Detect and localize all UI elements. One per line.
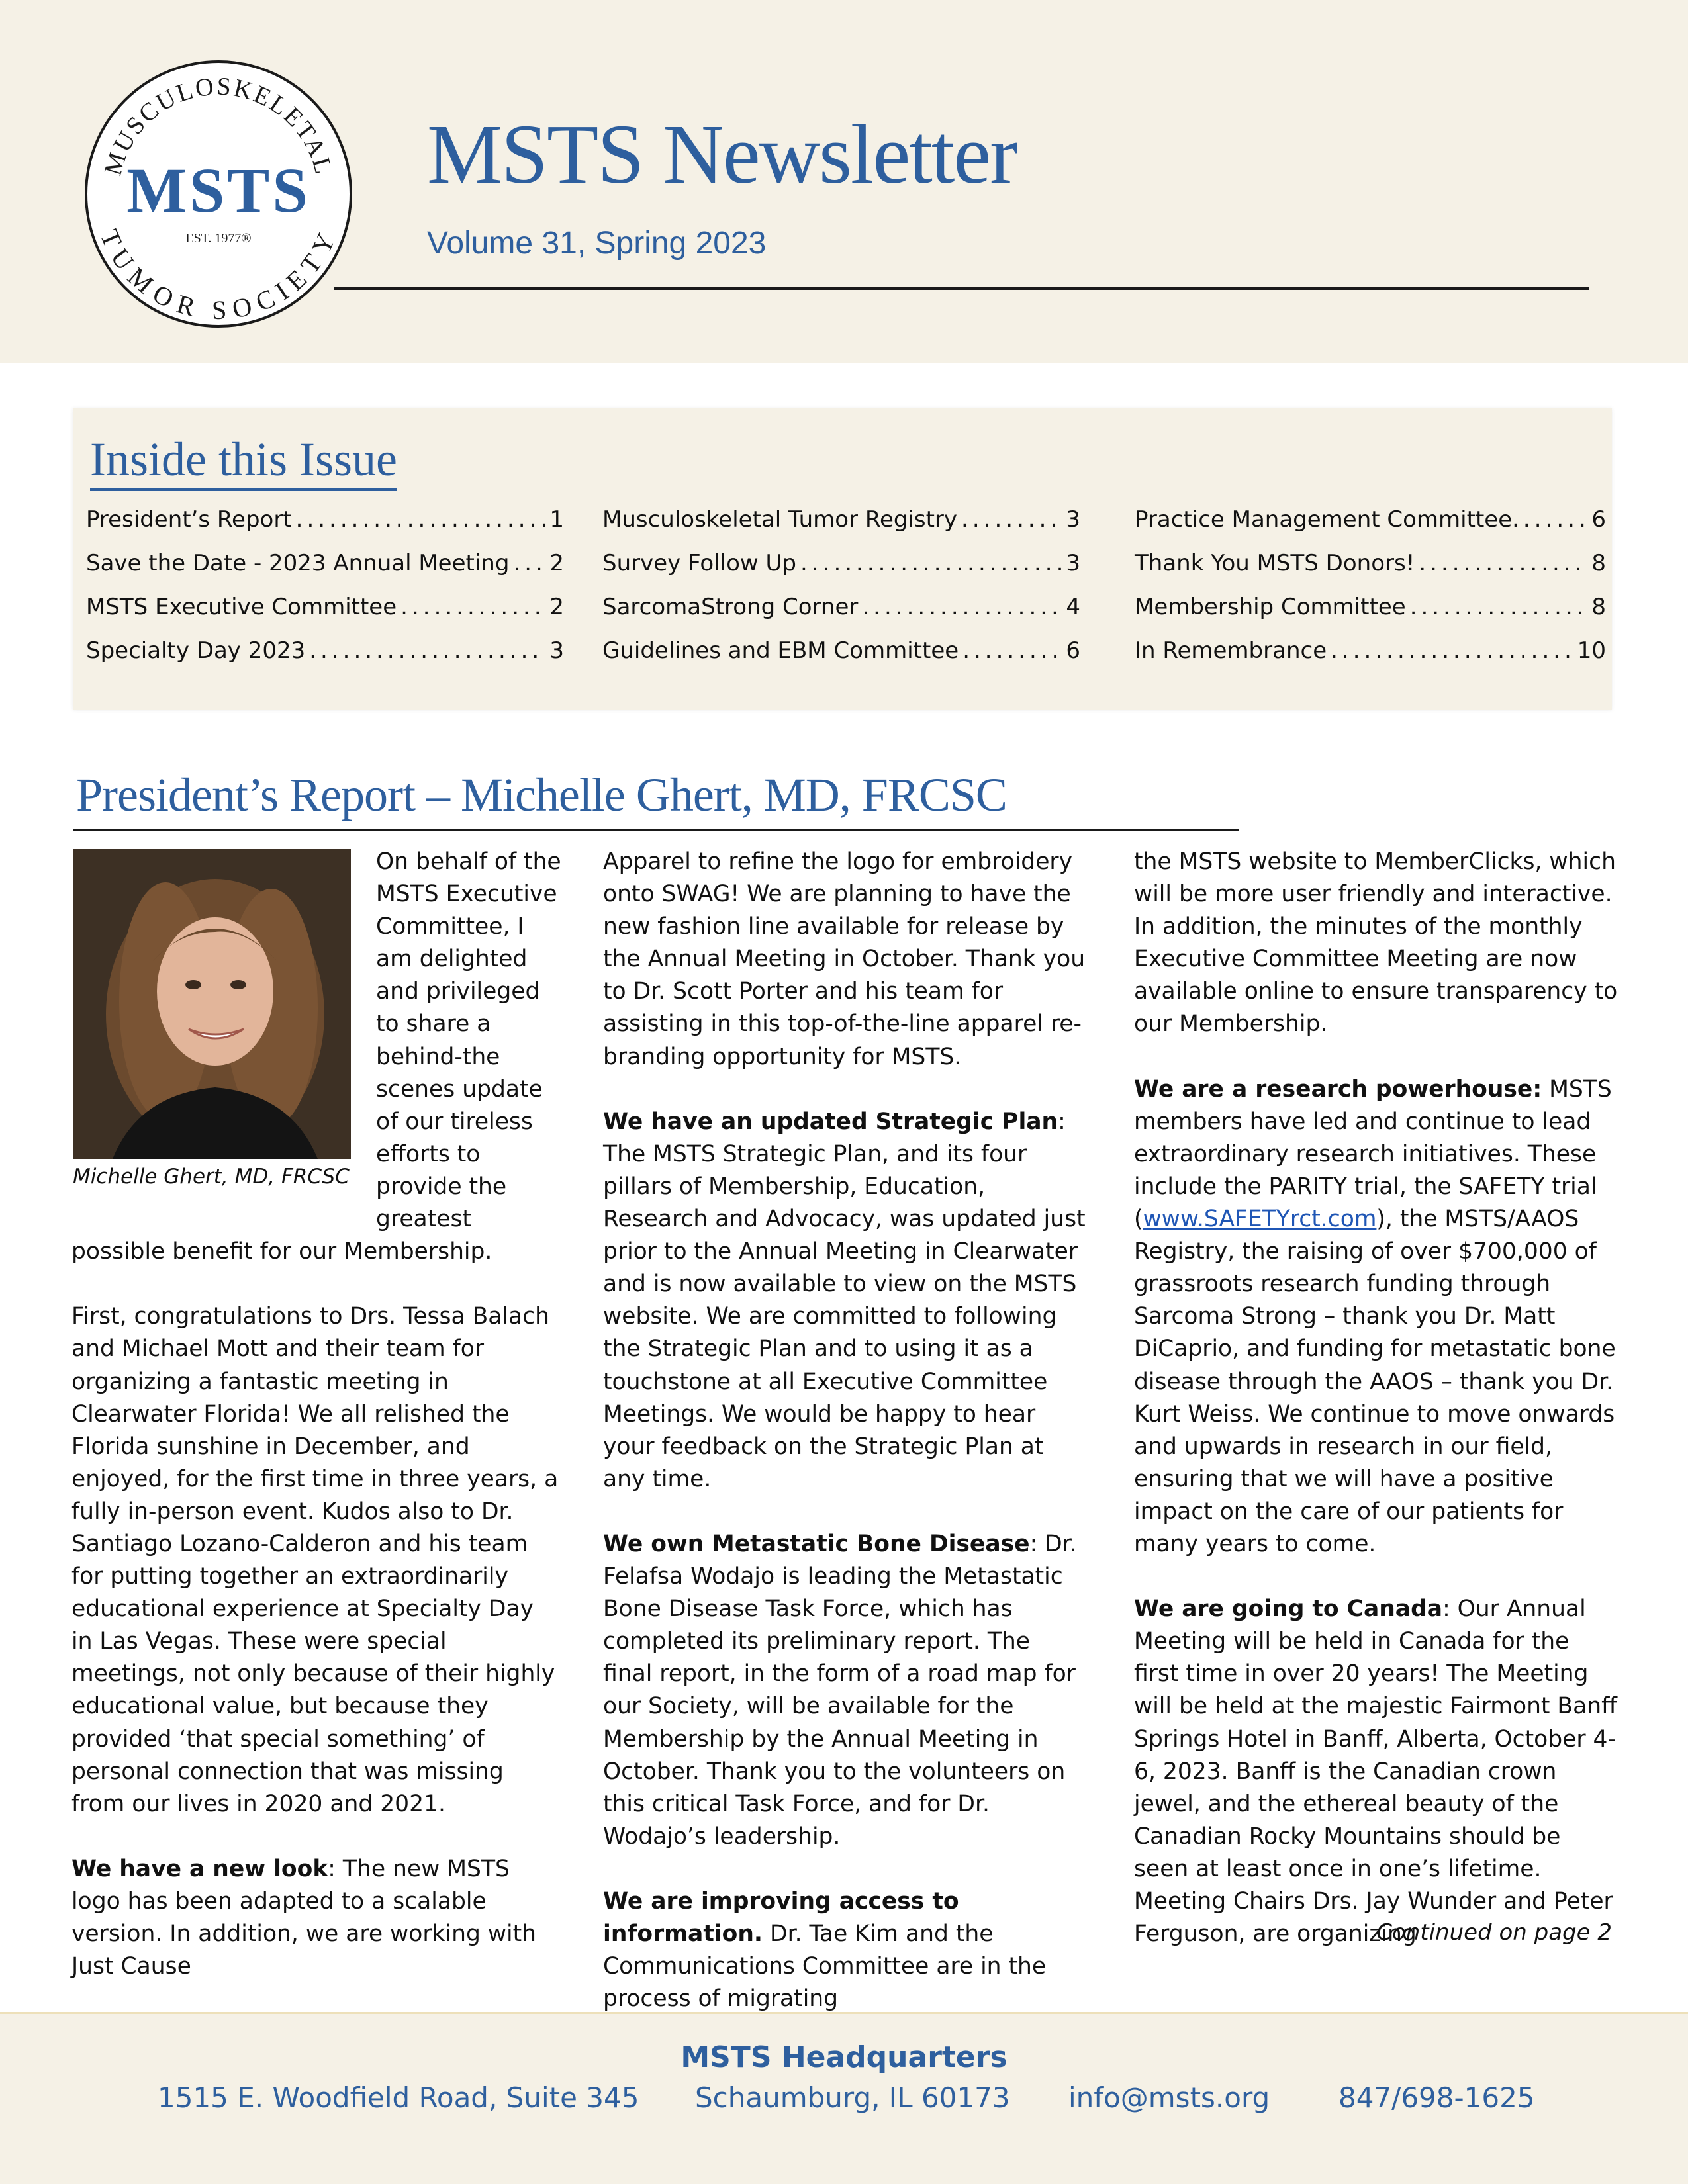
newsletter-volume: Volume 31, Spring 2023 [427,226,767,261]
footer-email-link[interactable]: info@msts.org [1068,2081,1270,2114]
toc-item[interactable]: Save the Date - 2023 Annual Meeting ..... 2 [86,550,564,594]
footer [0,2012,1688,2184]
toc-column-2 [602,506,1080,681]
toc-item[interactable]: President’s Report ..... 1 [86,506,564,550]
continued-note: Continued on page 2 [1376,1919,1612,1946]
report-column-3 [1134,846,1620,1950]
toc-item[interactable]: Membership Committee ..... 8 [1135,594,1606,637]
paragraph-lead: We own Metastatic Bone Disease [603,1530,1030,1557]
photo-wrap-spacer [71,846,376,1224]
toc-item[interactable]: Thank You MSTS Donors! ..... 8 [1135,550,1606,594]
header-band [0,0,1688,363]
inside-this-issue-box [73,408,1612,710]
safety-trial-link[interactable]: www.SAFETYrct.com [1143,1206,1377,1233]
toc-column-3 [1135,506,1606,681]
toc-item[interactable]: Musculoskeletal Tumor Registry ..... 3 [602,506,1080,550]
footer-title: MSTS Headquarters [680,2040,1008,2074]
header-divider [334,287,1589,290]
logo-ring-top-text: MUSCULOSKELETAL [99,72,338,179]
report-paragraph: We have an updated Strategic Plan: The MSTS Strategic Plan, and its four pillars of Membership, Education, Research and Advocacy, was updated just prior to the Annual Meeting in Clearwater and is now available to view on the MSTS website. We are committed to following the Strategic Plan and to using it as a touchstone at all Executive Committee Meetings. We would be happy to hear your feedback on the Strategic Plan at any time. [603,1108,1086,1492]
footer-address: 1515 E. Woodfield Road, Suite 345 [158,2081,639,2114]
paragraph-lead: We are going to Canada [1134,1596,1443,1623]
logo-est-text: EST. 1977® [185,231,252,246]
toc-item[interactable]: SarcomaStrong Corner ..... 4 [602,594,1080,637]
report-paragraph: We are a research powerhouse: MSTS members have led and continue to lead extraordinary research initiatives. These include the PARITY trial, the SAFETY trial (www.SAFETYrct.com), the MSTS/AAOS Registry, the raising of over $700,000 of grassroots research funding through Sarcoma Strong – thank you Dr. Matt DiCaprio, and funding for metastatic bone disease through the AAOS – thank you Dr. Kurt Weiss. We continue to move onwards and upwards in research in our field, ensuring that we will have a positive impact on the care of our patients for many years to come. [1134,1075,1616,1557]
report-column-1 [71,846,561,1983]
report-paragraph: Apparel to refine the logo for embroidery onto SWAG! We are planning to have the new fashion line available for release by the Annual Meeting in October. Thank you to Dr. Scott Porter and his team for assisting in this top-of-the-line apparel re-branding opportunity for MSTS. [603,848,1086,1070]
footer-phone: 847/698-1625 [1338,2081,1535,2114]
report-heading-rule [73,829,1239,831]
toc-heading: Inside this Issue [90,432,397,491]
toc-item[interactable]: In Remembrance ..... 10 [1135,637,1606,681]
msts-logo [73,58,364,330]
paragraph-lead: We have an updated Strategic Plan [603,1108,1058,1135]
photo-caption: Michelle Ghert, MD, FRCSC [73,1165,350,1189]
report-paragraph: On behalf of the MSTS Executive Committee, I am delighted and privileged to share a behind-the scenes update of our tireless efforts to provide the greatest possible benefit for our Membership. [71,848,561,1265]
paragraph-lead: We are improving access to information. [603,1888,959,1948]
logo-mark-text: MSTS [126,155,310,226]
newsletter-title: MSTS Newsletter [427,107,1017,201]
toc-item[interactable]: Practice Management Committee. ..... 6 [1135,506,1606,550]
report-paragraph: We own Metastatic Bone Disease: Dr. Felafsa Wodajo is leading the Metastatic Bone Disease Task Force, which has completed its preliminary report. The final report, in the form of a road map for our Society, will be available for the Membership by the Annual Meeting in October. Thank you to the volunteers on this critical Task Force, and for Dr. Wodajo’s leadership. [603,1530,1077,1850]
report-column-2 [603,846,1086,2015]
report-paragraph: We are going to Canada: Our Annual Meeting will be held in Canada for the first time in over 20 years! The Meeting will be held at the majestic Fairmont Banff Springs Hotel in Banff, Alberta, October 4-6, 2023. Banff is the Canadian crown jewel, and the ethereal beauty of the Canadian Rocky Mountains should be seen at least once in one’s lifetime. Meeting Chairs Drs. Jay Wunder and Peter Ferguson, are organizing [1134,1596,1617,1948]
toc-column-1 [86,506,564,681]
report-paragraph: the MSTS website to MemberClicks, which will be more user friendly and interactive. In addition, the minutes of the monthly Executive Committee Meeting are now available online to ensure transparency to our Membership. [1134,848,1618,1038]
toc-item[interactable]: Survey Follow Up ..... 3 [602,550,1080,594]
toc-item[interactable]: MSTS Executive Committee ..... 2 [86,594,564,637]
paragraph-lead: We are a research powerhouse: [1134,1075,1542,1103]
paragraph-lead: We have a new look [71,1855,328,1882]
report-paragraph: We have a new look: The new MSTS logo has been adapted to a scalable version. In addition, we are working with Just Cause [71,1855,537,1980]
toc-item[interactable]: Guidelines and EBM Committee ..... 6 [602,637,1080,681]
report-paragraph: First, congratulations to Drs. Tessa Balach and Michael Mott and their team for organizing a fantastic meeting in Clearwater Florida! We all relished the Florida sunshine in December, and enjoyed, for the first time in three years, a fully in-person event. Kudos also to Dr. Santiago Lozano-Calderon and his team for putting together an extraordinarily educational experience at Specialty Day in Las Vegas. These were special meetings, not only because of their highly educational value, but because they provided ‘that special something’ of personal connection that was missing from our lives in 2020 and 2021. [71,1303,559,1817]
footer-city: Schaumburg, IL 60173 [695,2081,1010,2114]
toc-item[interactable]: Specialty Day 2023 ..... 3 [86,637,564,681]
report-paragraph: We are improving access to information. Dr. Tae Kim and the Communications Committee are in the process of migrating [603,1888,1047,2013]
report-heading: President’s Report – Michelle Ghert, MD, FRCSC [76,768,1007,821]
logo-ring-bottom-text: TUMOR SOCIETY [94,225,343,326]
